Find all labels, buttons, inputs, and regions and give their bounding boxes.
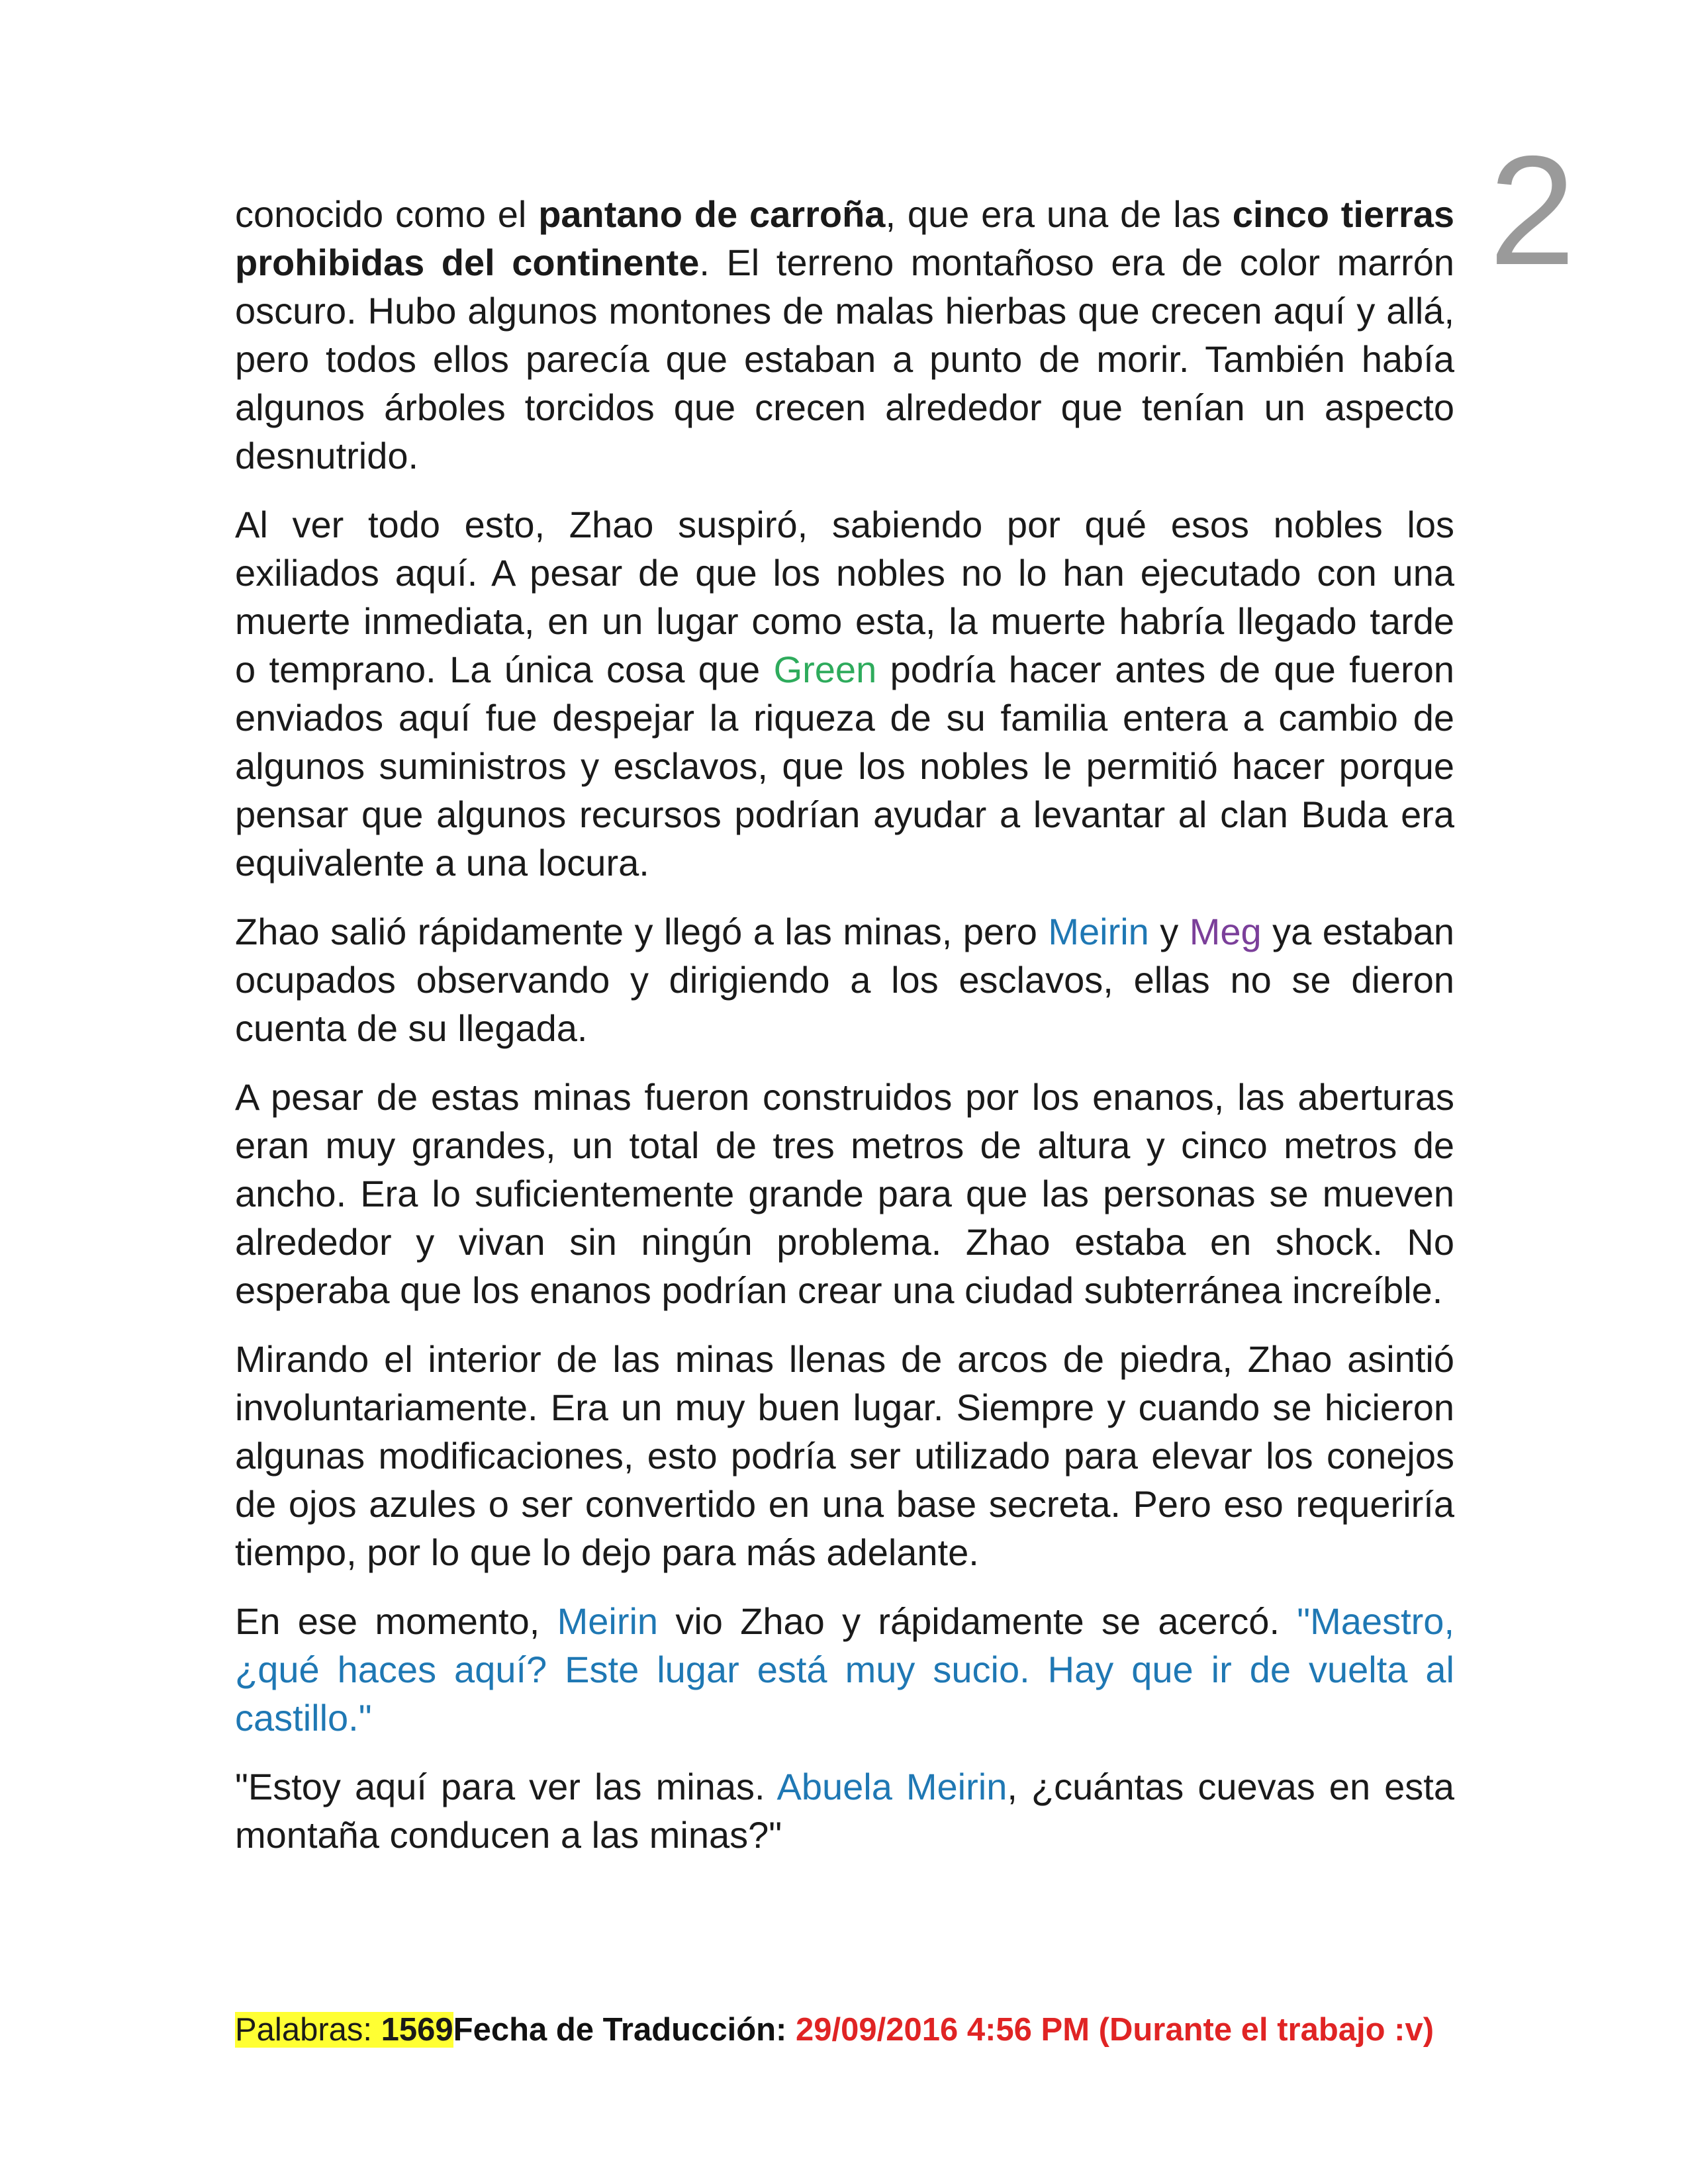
page-number: 2: [1489, 123, 1575, 297]
paragraph-3: [235, 907, 1454, 1052]
translation-date-label: Fecha de Traducción:: [453, 2012, 796, 2048]
paragraph-5: [235, 1335, 1454, 1576]
text-run: "Estoy aquí para ver las minas.: [235, 1766, 777, 1807]
text-run: En ese momento,: [235, 1600, 557, 1642]
character-name-meg: Meg: [1189, 911, 1262, 952]
text-run: vio Zhao y rápidamente se acercó.: [658, 1600, 1297, 1642]
dialogue-meirin: "Maestro, ¿qué haces aquí? Este lugar está muy sucio. Hay que ir de vuelta al castillo.": [235, 1600, 1455, 1739]
paragraph-1: [235, 190, 1454, 480]
paragraph-7: [235, 1762, 1454, 1859]
character-name-green: Green: [773, 649, 877, 690]
document-body: [235, 190, 1454, 1880]
footer: [235, 2009, 1454, 2050]
text-run: Zhao salió rápidamente y llegó a las minas, pero: [235, 911, 1049, 952]
paragraph-4: [235, 1073, 1454, 1314]
text-run: , ¿cuántas cuevas en esta montaña conducen a las minas?": [235, 1766, 1454, 1856]
text-run: ya estaban ocupados observando y dirigiendo a los esclavos, ellas no se dieron cuenta de su llegada.: [235, 911, 1454, 1049]
text-run: conocido como el: [235, 193, 539, 235]
bold-term-forbidden-lands: cinco tierras prohibidas del continente: [235, 193, 1455, 283]
text-run: , que era una de las: [885, 193, 1233, 235]
text-run: A pesar de estas minas fueron construidos por los enanos, las aberturas eran muy grandes, un total de tres metros de altura y cinco metros de ancho. Era lo suficientemente grande para que las personas se mueven alrededor y vivan sin ningún problema. Zhao estaba en shock. No esperaba que los enanos podrían crear una ciudad subterránea increíble.: [235, 1076, 1454, 1311]
word-count-label: Palabras:: [235, 2012, 381, 2048]
character-name-meirin: Meirin: [1048, 911, 1149, 952]
text-run: Al ver todo esto, Zhao suspiró, sabiendo por qué esos nobles los exiliados aquí. A pesar de que los nobles no lo han ejecutado con una muerte inmediata, en un lugar como esta, la muerte habría llegado tarde o temprano. La única cosa que: [235, 504, 1454, 690]
translation-date-value: 29/09/2016 4:56 PM (Durante el trabajo :v): [796, 2012, 1434, 2048]
character-name-abuela-meirin: Abuela Meirin: [776, 1766, 1008, 1807]
text-run: Mirando el interior de las minas llenas de arcos de piedra, Zhao asintió involuntariamente. Era un muy buen lugar. Siempre y cuando se hicieron algunas modificaciones, esto podría ser utilizado para elevar los conejos de ojos azules o ser convertido en una base secreta. Pero eso requeriría tiempo, por lo que lo dejo para más adelante.: [235, 1338, 1454, 1573]
paragraph-6: [235, 1597, 1454, 1742]
bold-term-carrion-swamp: pantano de carroña: [538, 193, 886, 235]
character-name-meirin: Meirin: [557, 1600, 659, 1642]
text-run: . El terreno montañoso era de color marrón oscuro. Hubo algunos montones de malas hierbas que crecen aquí y allá, pero todos ellos parecía que estaban a punto de morir. También había algunos árboles torcidos que crecen alrededor que tenían un aspecto desnutrido.: [235, 242, 1454, 477]
paragraph-2: [235, 500, 1454, 887]
text-run: y: [1149, 911, 1190, 952]
word-count-value: 1569: [381, 2012, 453, 2048]
text-run: podría hacer antes de que fueron enviados aquí fue despejar la riqueza de su familia entera a cambio de algunos suministros y esclavos, que los nobles le permitió hacer porque pensar que algunos recursos podrían ayudar a levantar al clan Buda era equivalente a una locura.: [235, 649, 1454, 884]
